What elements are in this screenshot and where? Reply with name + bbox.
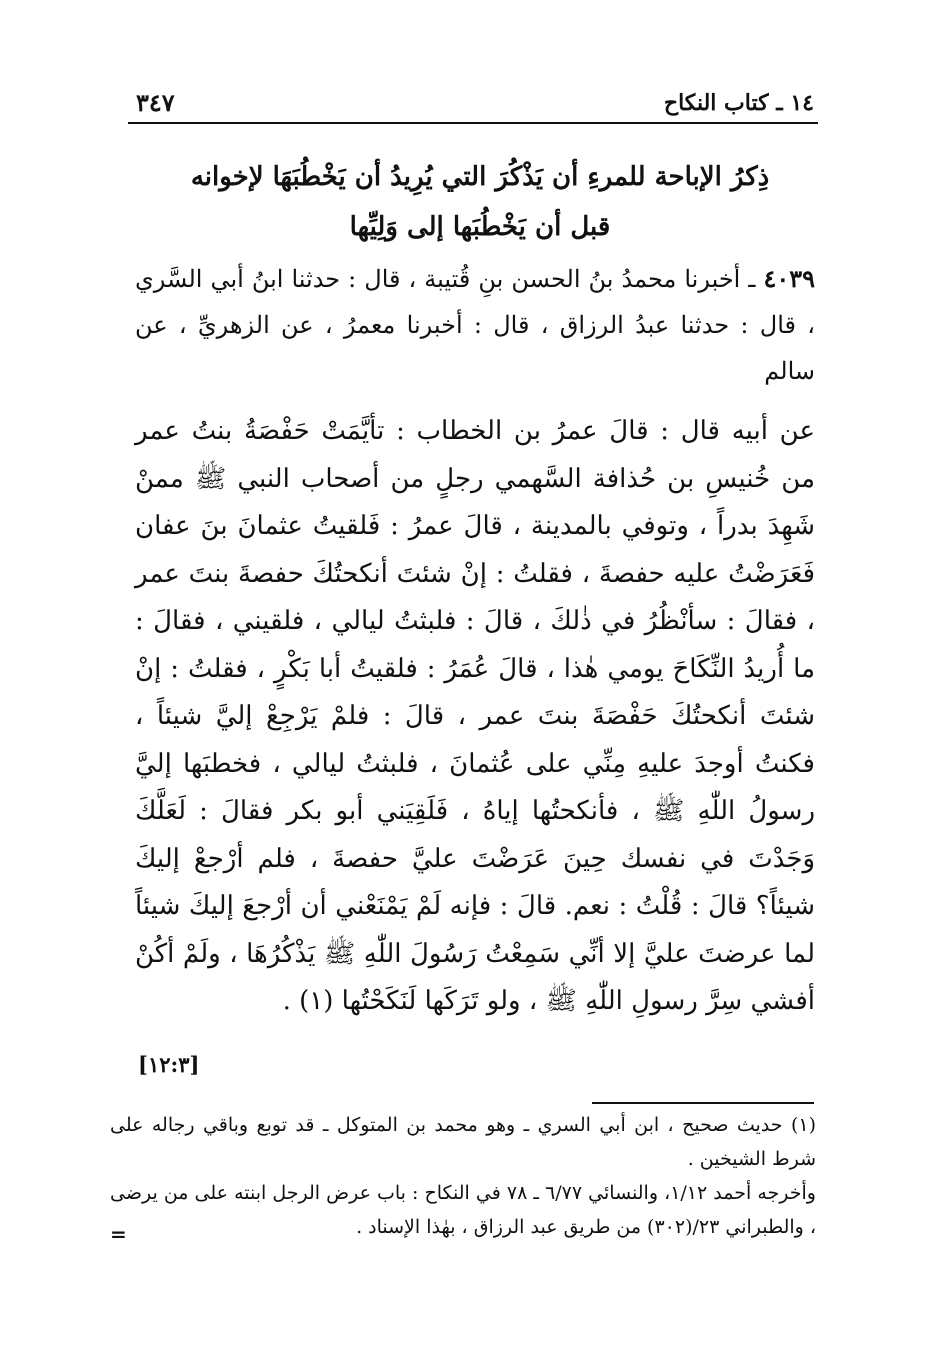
continuation-mark: = <box>110 1222 127 1246</box>
running-header <box>128 88 818 124</box>
hadith-isnad <box>135 256 815 394</box>
chapter-heading-line-1: ذِكرُ الإباحة للمرءِ أن يَذْكُرَ التي يُرِيدُ أن يَخْطُبَهَا لإخوانه <box>190 162 770 192</box>
hadith-chain-text: ـ أخبرنا محمدُ بنُ الحسن بنِ قُتيبة ، قال : حدثنا ابنُ أبي السَّري ، قال : حدثنا عبدُ الرزاق ، قال : أخبرنا معمرُ ، عن الزهريِّ ، عن سالم <box>135 265 815 385</box>
footnote-2: وأخرجه أحمد ١/١٢، والنسائي ٦/٧٧ ـ ٧٨ في النكاح : باب عرض الرجل ابنته على من يرضى ، والطبراني ٢٣/(٣٠٢) من طريق عبد الرزاق ، بهٰذا الإسناد . <box>110 1182 816 1238</box>
page-number: ٣٤٧ <box>136 88 175 117</box>
book-title: ١٤ ـ كتاب النكاح <box>663 90 814 116</box>
hadith-number: ٤٠٣٩ <box>763 264 815 293</box>
footnotes <box>110 1108 816 1244</box>
hadith-matn: عن أبيه قال : قالَ عمرُ بن الخطاب : تأيَّمَتْ حَفْصَةُ بنتُ عمر من خُنيسِ بن حُذافة السَّهمي رجلٍ من أصحاب النبي ﷺ ممنْ شَهِدَ بدراً ، وتوفي بالمدينة ، قالَ عمرُ : فَلقيتُ عثمانَ بنَ عفان فَعَرَضْتُ عليه حفصةَ ، فقلتُ : إنْ شئتَ أنكحتُكَ حفصةَ بنتَ عمر ، فقالَ : سأنْظُرُ في ذٰلكَ ، قالَ : فلبثتُ ليالي ، فلقيني ، فقالَ : ما أُريدُ النِّكَاحَ يومي هٰذا ، قالَ عُمَرُ : فلقيتُ أبا بَكْرٍ ، فقلتُ : إنْ شئتَ أنكحتُكَ حَفْصَةَ بنتَ عمر ، قالَ : فلمْ يَرْجِعْ إليَّ شيئاً ، فكنتُ أوجدَ عليهِ مِنِّي على عُثمانَ ، فلبثتُ ليالي ، فخطبَها إليَّ رسولُ اللّٰهِ ﷺ ، فأنكحتُها إياهُ ، فَلَقِيَني أبو بكر فقالَ : لَعَلَّكَ وَجَدْتَ في نفسك حِينَ عَرَضْتَ عليَّ حفصةَ ، فلم أرْجعْ إليكَ شيئاً؟ قالَ : قُلْتُ : نعم. قالَ : فإنه لَمْ يَمْنَعْني أن أرْجعَ إليكَ شيئاً لما عرضتَ عليَّ إلا أنِّي سَمِعْتُ رَسُولَ اللّٰهِ ﷺ يَذْكُرُهَا ، ولَمْ أكُنْ أفشي سِرَّ رسولِ اللّٰهِ ﷺ ، ولو تَرَكَها لَنَكَحْتُها (١) . <box>135 416 816 1016</box>
chapter-heading <box>140 152 820 252</box>
grading-reference: [١٢:٣] <box>138 1052 200 1077</box>
chapter-heading-line-2: قبل أن يَخْطُبَها إلى وَلِيِّها <box>349 212 611 242</box>
footnote-1: (١) حديث صحيح ، ابن أبي السري ـ وهو محمد بن المتوكل ـ قد توبع وباقي رجاله على شرط الشيخين . <box>110 1114 816 1170</box>
footnote-divider <box>592 1102 814 1104</box>
